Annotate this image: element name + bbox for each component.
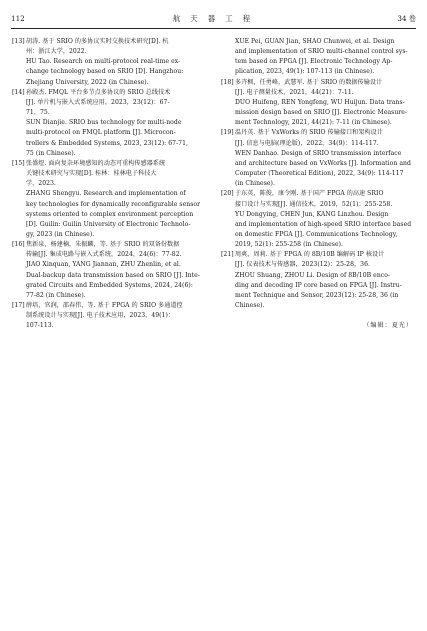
reference-15 (12, 159, 208, 240)
reference-line: ment Technique and Sensor, 2023(12): 25-28, 36 (in (235, 291, 399, 299)
reference-line: JIAO Xinquan, YANG Jiannan, ZHU Zhenlin, et al. (26, 261, 181, 269)
reference-line: 胡涛. 基于 SRIO 的多协议实时交换技术研究[D]. 杭 (26, 38, 169, 45)
reference-line: ZHANG Shengyu. Research and implementation of (26, 190, 186, 198)
reference-number: [18] (221, 78, 234, 86)
reference-line: 于东英，陈俊，康令刚. 基于国产 FPGA 的高速 SRIO (235, 190, 384, 198)
reference-line: WEN Danhao. Design of SRIO transmission interface (235, 149, 402, 157)
reference-line: ding and decoding IP core based on FPGA [J]. Instru- (235, 281, 402, 289)
reference-line: plication, 2023, 49(1): 107-113 (in Chinese). (235, 68, 375, 76)
reference-number: [17] (12, 302, 25, 310)
reference-line: DUO Huifeng, REN Yongfeng, WU Huijun. Data trans- (235, 98, 405, 106)
reference-line: multi-protocol on FMQL platform [J]. Microcon- (26, 129, 176, 137)
reference-line: 制系统设计与实现[J]. 电子技术应用，2023，49(1)： (26, 312, 175, 320)
reference-line: 接口设计与实现[J]. 通信技术，2019，52(1)：255-258. (235, 200, 393, 208)
reference-line: 多卉枫，任勇峰，武慧军. 基于 SRIO 的数据传输设计 (235, 78, 383, 86)
reference-line: mission design based on SRIO [J]. Electronic Measure- (235, 109, 408, 117)
running-header (11, 12, 416, 26)
left-column (12, 37, 208, 332)
reference-line: YU Dongying, CHEN Jun, KANG Linzhou. Design (235, 210, 389, 218)
reference-line: 107-113. (26, 322, 54, 330)
reference-line: Computer (Theoretical Edition), 2022, 34(9): 114-117 (235, 170, 404, 178)
reference-number: [20] (221, 190, 234, 198)
reference-line: XUE Pei, GUAN Jian, SHAO Chunwei, et al. Design (235, 38, 395, 45)
reference-line: change technology based on SRIO [D]. Hangzhou: (26, 68, 184, 76)
reference-line: 孙殿杰. FMQL 平台多节点多协议的 SRIO 总线技术 (26, 88, 171, 96)
reference-17-continued (221, 37, 417, 78)
reference-line: systems oriented to complex environment perception (26, 210, 194, 218)
reference-number: [15] (12, 159, 25, 167)
reference-17 (12, 301, 208, 331)
reference-line: 州：浙江大学，2022. (26, 48, 87, 56)
reference-line: [D]. Guilin: Guilin University of Electronic Technolo- (26, 220, 191, 228)
reference-18 (221, 78, 417, 129)
reference-line: on domestic FPGA [J]. Communications Technology, (235, 230, 398, 238)
reference-line: 2019, 52(1): 255-258 (in Chinese). (235, 241, 344, 249)
reference-number: [13] (12, 38, 25, 45)
reference-line: 张盛煜. 面向复杂环境感知的动态可重构传感器系统 (26, 159, 166, 167)
reference-line: key technologies for dynamically reconfigurable sensor (26, 200, 201, 208)
reference-line: grated Circuits and Embedded Systems, 2024, 24(6): (26, 281, 193, 289)
journal-title: 航 天 器 工 程 (172, 14, 255, 23)
header-rule (11, 28, 416, 29)
reference-line: Dual-backup data transmission based on SRIO [J]. Inte- (26, 271, 200, 279)
reference-line: 75 (in Chinese). (26, 149, 76, 157)
page-number: 112 (11, 14, 25, 23)
reference-line: (in Chinese). (235, 180, 275, 188)
reference-line: 薛培，官润，邵春伟，等. 基于 FPGA 的 SRIO 多通道控 (26, 302, 183, 310)
reference-line: 77-82 (in Chinese). (26, 291, 86, 299)
reference-line: ment Technology, 2021, 44(21): 7-11 (in Chinese). (235, 119, 392, 127)
reference-14 (12, 88, 208, 159)
reference-line: 周爽，周莉. 基于 FPGA 的 8B/10B 编解码 IP 核设计 (235, 251, 385, 259)
reference-line: HU Tao. Research on multi-protocol real-time ex- (26, 58, 181, 66)
reference-21 (221, 250, 417, 311)
reference-line: Chinese). (235, 302, 265, 310)
reference-line: [J]. 单片机与嵌入式系统应用，2023，23(12)：67- (26, 98, 170, 106)
reference-line: and implementation of high-speed SRIO interface based (235, 220, 412, 228)
reference-line: and implementation of SRIO multi-channel control sys- (235, 48, 408, 56)
reference-line: 传输[J]. 集成电路与嵌入式系统，2024，24(6)：77-82. (26, 251, 182, 259)
reference-19 (221, 128, 417, 189)
reference-line: and architecture based on VxWorks [J]. Information and (235, 159, 411, 167)
reference-line: 焦新泉，杨建楠，朱振麟，等. 基于 SRIO 的双备份数据 (26, 241, 180, 249)
reference-13 (12, 37, 208, 88)
reference-line: trollers & Embedded Systems, 2023, 23(12): 67-71, (26, 139, 189, 147)
reference-16 (12, 240, 208, 301)
reference-20 (221, 189, 417, 250)
reference-number: [16] (12, 241, 25, 249)
reference-line: Zhejiang University, 2022 (in Chinese). (26, 78, 149, 86)
right-column (221, 37, 417, 331)
reference-line: SUN Dianjie. SRIO bus technology for multi-node (26, 119, 182, 127)
reference-number: [21] (221, 251, 234, 259)
reference-line: gy, 2023 (in Chinese). (26, 230, 95, 238)
reference-line: 71，75. (26, 109, 50, 117)
reference-line: 关键技术研究与实现[D]. 桂林：桂林电子科技大 (26, 170, 157, 178)
reference-line: tem based on FPGA [J]. Electronic Technology Ap- (235, 58, 393, 66)
reference-line: ZHOU Shuang, ZHOU Li. Design of 8B/10B enco- (235, 271, 391, 279)
reference-line: 温丹英. 基于 VxWorks 的 SRIO 传输接口和架构设计 (235, 129, 383, 137)
reference-line: 学，2023. (26, 180, 56, 188)
editor-credit: （编辑：夏光） (363, 322, 413, 330)
reference-line: [J]. 信息与电脑(理论版)，2022，34(9)：114-117. (235, 139, 379, 147)
reference-line: [J]. 仪表技术与传感器，2023(12)：25-28，36. (235, 261, 370, 269)
reference-number: [14] (12, 88, 25, 96)
reference-number: [19] (221, 129, 234, 137)
reference-line: [J]. 电子测量技术，2021，44(21)：7-11. (235, 88, 354, 96)
volume-label: 34 卷 (397, 14, 416, 23)
